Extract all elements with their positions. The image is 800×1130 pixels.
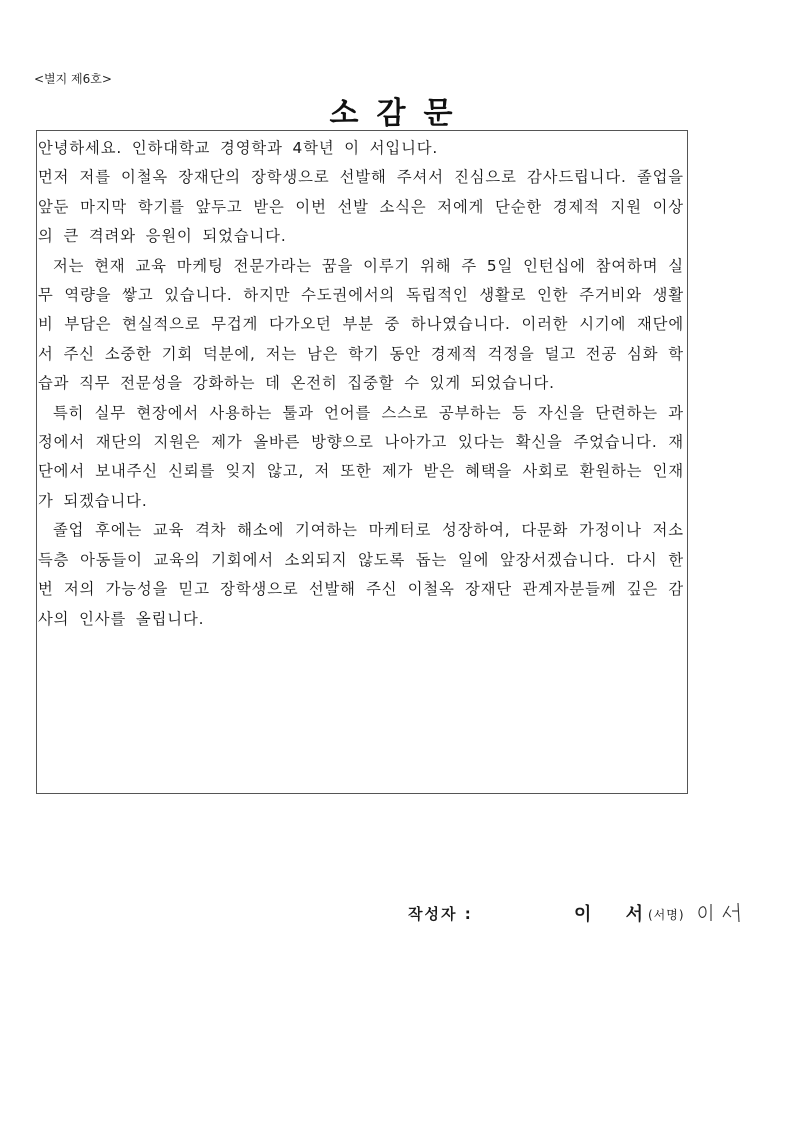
signature-label: (서명) — [648, 908, 685, 922]
support-paragraph: 특히 실무 현장에서 사용하는 툴과 언어를 스스로 공부하는 등 자신을 단련하는 과정에서 재단의 지원은 제가 올바른 방향으로 나아가고 있다는 확신을 주었습니다. 재단에서 보내주신 신뢰를 잊지 않고, 저 또한 제가 받은 혜택을 사회로 환원하는 인재가 되겠습니다. — [38, 403, 684, 510]
thanks-paragraph: 먼저 저를 이철옥 장재단의 장학생으로 선발해 주셔서 진심으로 감사드립니다. 졸업을 앞둔 마지막 학기를 앞두고 받은 이번 선발 소식은 저에게 단순한 경제적 지원 이상의 큰 격려와 응원이 되었습니다. — [38, 168, 684, 246]
author-signature-row — [408, 899, 768, 929]
future-plan-paragraph: 졸업 후에는 교육 격차 해소에 기여하는 마케터로 성장하여, 다문화 가정이나 저소득층 아동들이 교육의 기회에서 소외되지 않도록 돕는 일에 앞장서겠습니다. 다시 한번 저의 가능성을 믿고 장학생으로 선발해 주신 이철옥 장재단 관계자분들께 깊은 감사의 인사를 올립니다. — [38, 521, 684, 628]
form-number-label: <별지 제6호> — [34, 72, 112, 86]
author-name: 이 서 — [574, 904, 658, 925]
handwritten-signature — [696, 899, 748, 925]
essay-body — [38, 134, 684, 634]
internship-paragraph: 저는 현재 교육 마케팅 전문가라는 꿈을 이루기 위해 주 5일 인턴십에 참여하며 실무 역량을 쌓고 있습니다. 하지만 수도권에서의 독립적인 생활로 인한 주거비와 생활비 부담은 현실적으로 무겁게 다가오던 부분 중 하나였습니다. 이러한 시기에 재단에서 주신 소중한 기회 덕분에, 저는 남은 학기 동안 경제적 걱정을 덜고 전공 심화 학습과 직무 전문성을 강화하는 데 온전히 집중할 수 있게 되었습니다. — [38, 256, 684, 393]
document-title: 소감문 — [329, 96, 471, 131]
greeting-paragraph: 안녕하세요. 인하대학교 경영학과 4학년 이 서입니다. — [38, 139, 439, 157]
author-label: 작성자 : — [408, 905, 473, 923]
